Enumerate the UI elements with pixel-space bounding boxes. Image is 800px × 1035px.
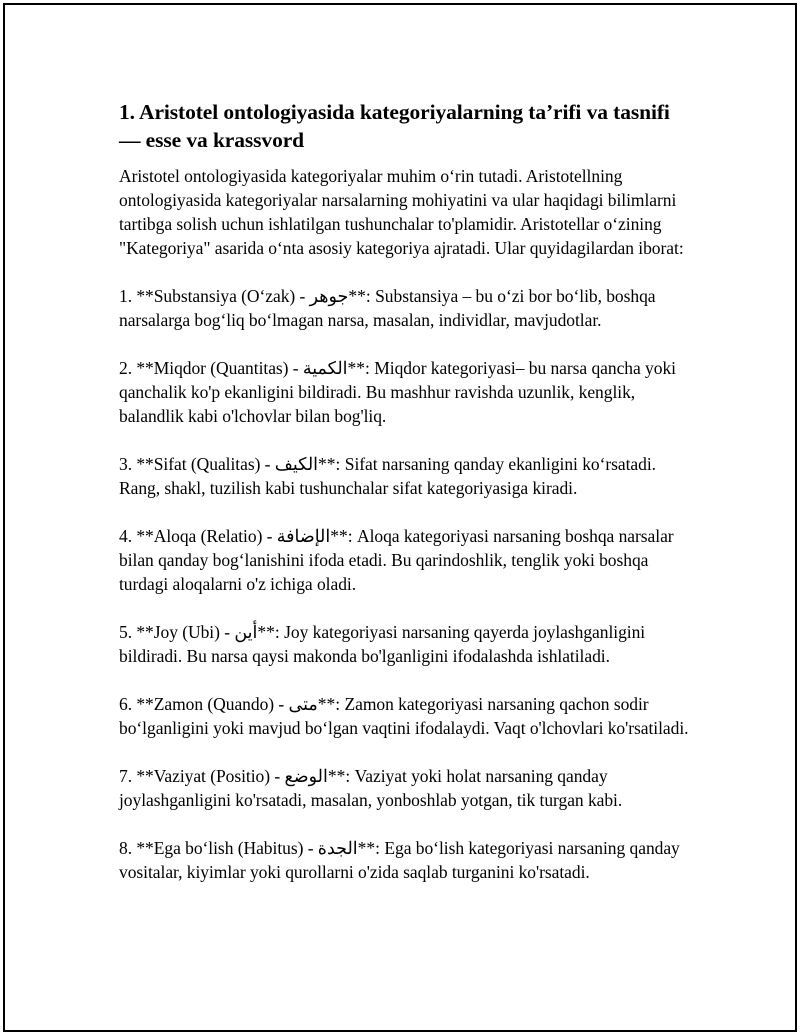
category-ega-bolish: 8. **Ega bo‘lish (Habitus) - الجدة**: Ega bo‘lish kategoriyasi narsaning qanday vositalar, kiyimlar yoki qurollarni o'zida saqlab turganini ko'rsatadi. — [119, 838, 680, 882]
category-substansiya: 1. **Substansiya (O‘zak) - جوهر**: Substansiya – bu o‘zi bor bo‘lib, boshqa narsalarga bog‘liq bo‘lmagan narsa, masalan, individlar, mavjudotlar. — [119, 286, 656, 330]
document-title — [119, 98, 699, 154]
category-zamon: 6. **Zamon (Quando) - متى**: Zamon kategoriyasi narsaning qachon sodir bo‘lganligini yoki mavjud bo‘lgan vaqtini ifodalaydi. Vaqt o'lchovlari ko'rsatiladi. — [119, 694, 689, 738]
title-line-1: 1. Aristotel ontologiyasida kategoriyalarning ta’rifi va tasnifi — [119, 100, 670, 124]
category-aloqa: 4. **Aloqa (Relatio) - الإضافة**: Aloqa kategoriyasi narsaning boshqa narsalar bilan qanday bog‘lanishini ifoda etadi. Bu qarindoshlik, tenglik yoki boshqa turdagi aloqalarni o'z ichiga oladi. — [119, 526, 674, 594]
category-miqdor: 2. **Miqdor (Quantitas) - الكمية**: Miqdor kategoriyasi– bu narsa qancha yoki qanchalik ko'p ekanligini bildiradi. Bu mashhur ravishda uzunlik, kenglik, balandlik kabi o'lchovlar bilan bog'liq. — [119, 358, 676, 426]
document-body — [119, 98, 699, 908]
category-sifat: 3. **Sifat (Qualitas) - الكيف**: Sifat narsaning qanday ekanligini ko‘rsatadi. Rang, shakl, tuzilish kabi tushunchalar sifat kategoriyasiga kiradi. — [119, 454, 656, 498]
category-joy: 5. **Joy (Ubi) - أين**: Joy kategoriyasi narsaning qayerda joylashganligini bildiradi. Bu narsa qaysi makonda bo'lganligini ifodalashda ishlatiladi. — [119, 622, 646, 666]
title-line-2: — esse va krassvord — [119, 128, 305, 152]
page-frame — [3, 3, 797, 1032]
category-vaziyat: 7. **Vaziyat (Positio) - الوضع**: Vaziyat yoki holat narsaning qanday joylashganligini ko'rsatadi, masalan, yonboshlab yotgan, tik turgan kabi. — [119, 766, 623, 810]
intro-paragraph: Aristotel ontologiyasida kategoriyalar muhim o‘rin tutadi. Aristotellning ontologiyasida kategoriyalar narsalarning mohiyatini va ular haqidagi bilimlarni tartibga solish uchun ishlatilgan tushunchalar to'plamidir. Aristotellar o‘zining "Kategoriya" asarida o‘nta asosiy kategoriya ajratadi. Ular quyidagilardan iborat: — [119, 166, 684, 258]
